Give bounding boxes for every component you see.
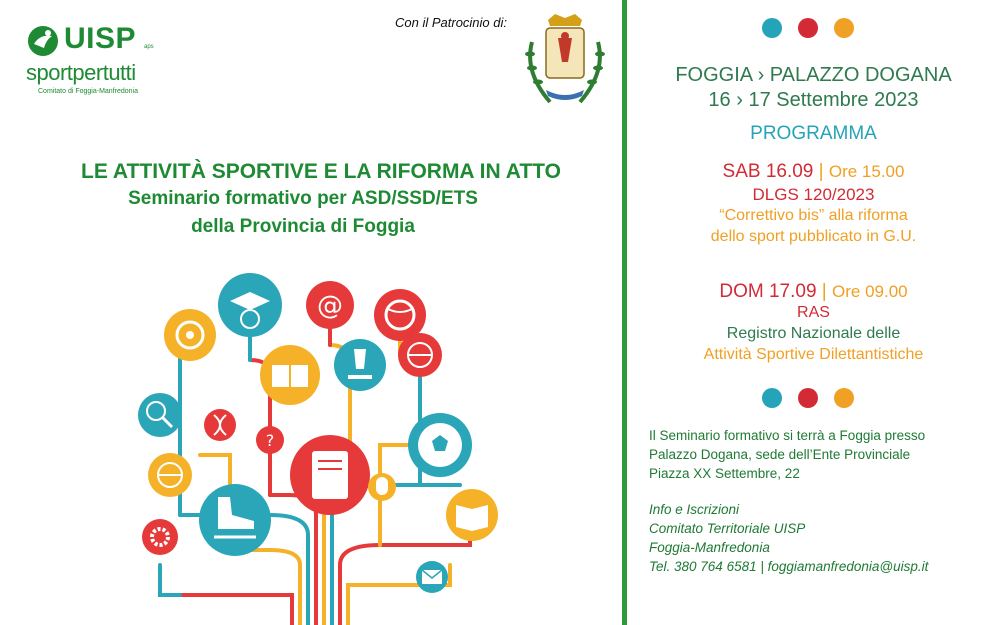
contacts-line4[interactable]: Tel. 380 764 6581 | foggiamanfredonia@uisp.it — [649, 559, 929, 574]
dna-icon — [204, 409, 236, 441]
contacts-line3: Foggia-Manfredonia — [649, 540, 770, 555]
day2-day: DOM 17.09 — [719, 281, 817, 302]
target-icon — [164, 309, 216, 361]
graduation-cap-icon — [218, 273, 282, 337]
province-crest-icon — [520, 12, 610, 112]
logo-subtitle: Comitato di Foggia-Manfredonia — [38, 88, 138, 95]
teal-dot — [762, 18, 782, 38]
globe-icon — [148, 453, 192, 497]
microscope-icon — [334, 339, 386, 391]
mouse-icon — [368, 473, 396, 501]
contacts-line1: Info e Iscrizioni — [649, 502, 740, 517]
logo-aps: aps — [144, 44, 154, 50]
day1-line1: DLGS 120/2023 — [752, 185, 875, 204]
soccer-ball-icon — [408, 413, 472, 477]
orange-dot — [834, 388, 854, 408]
orange-dot — [834, 18, 854, 38]
day1-separator: | — [813, 161, 829, 182]
uisp-logo-mark-icon — [26, 24, 60, 58]
day1-day: SAB 16.09 — [722, 161, 814, 182]
mail-icon — [416, 561, 448, 593]
tennis-icon — [138, 393, 182, 437]
tablet-icon — [290, 435, 370, 515]
decor-dots-bottom — [762, 388, 854, 408]
programma-heading: PROGRAMMA — [750, 123, 877, 144]
red-dot — [798, 388, 818, 408]
book-open-icon — [446, 489, 498, 541]
day2-heading — [627, 281, 1000, 303]
red-dot — [798, 18, 818, 38]
subtitle-line-1: Seminario formativo per ASD/SSD/ETS — [128, 188, 478, 209]
subtitle-line-2: della Provincia di Foggia — [191, 216, 415, 237]
venue-line1: Il Seminario formativo si terrà a Foggia presso — [649, 428, 926, 443]
question-icon — [256, 426, 284, 454]
main-title: LE ATTIVITÀ SPORTIVE E LA RIFORMA IN ATTO — [81, 160, 561, 183]
gear-icon — [142, 519, 178, 555]
day2-separator: | — [816, 281, 833, 302]
day1-time: Ore 15.00 — [828, 162, 905, 181]
day1-line2: “Correttivo bis” alla riforma — [719, 207, 908, 224]
basketball-icon — [398, 333, 442, 377]
event-dates: 16 › 17 Settembre 2023 — [708, 89, 919, 111]
day1-line3: dello sport pubblicato in G.U. — [710, 228, 917, 245]
book-icon — [260, 345, 320, 405]
day1-heading — [627, 161, 1000, 183]
decor-dots-top — [762, 18, 854, 38]
svg-text:@: @ — [317, 291, 343, 321]
logo-name: UISP — [64, 22, 137, 55]
logo-tagline: sportpertutti — [26, 60, 136, 85]
uisp-logo — [26, 22, 166, 102]
venue-line3: Piazza XX Settembre, 22 — [649, 466, 800, 481]
sports-tree-illustration — [120, 265, 520, 625]
right-panel — [627, 0, 1000, 625]
skate-icon — [199, 484, 271, 556]
patrocinio-label: Con il Patrocinio di: — [395, 15, 507, 30]
day2-line2: Registro Nazionale delle — [726, 325, 901, 342]
day2-line1: RAS — [797, 304, 830, 321]
teal-dot — [762, 388, 782, 408]
svg-text:?: ? — [265, 431, 275, 450]
venue-line2: Palazzo Dogana, sede dell’Ente Provinciale — [649, 447, 911, 462]
at-sign-icon — [306, 281, 354, 329]
contacts-line2: Comitato Territoriale UISP — [649, 521, 806, 536]
event-place: FOGGIA › PALAZZO DOGANA — [675, 64, 952, 86]
day2-time: Ore 09.00 — [832, 282, 908, 301]
day2-line3: Attività Sportive Dilettantistiche — [703, 346, 924, 363]
